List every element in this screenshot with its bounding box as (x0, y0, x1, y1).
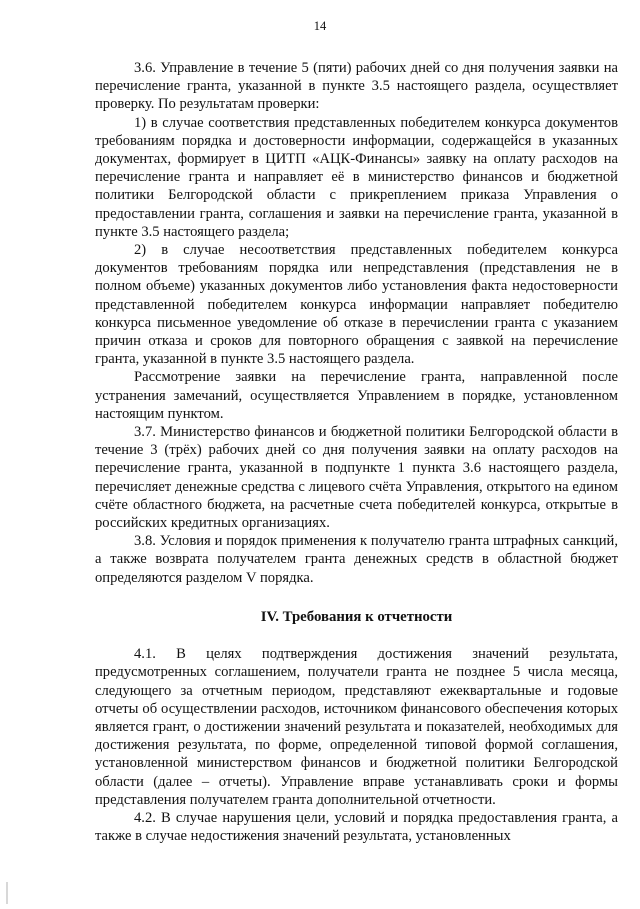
paragraph-3-8: 3.8. Условия и порядок применения к получателю гранта штрафных санкций, а также возврата получателем гранта денежных средств в областной бюджет определяются разделом V порядка. (95, 533, 618, 586)
section-heading: IV. Требования к отчетности (260, 608, 453, 625)
paragraph-4-1: 4.1. В целях подтверждения достижения значений результата, предусмотренных соглашением, получатели гранта не позднее 5 числа месяца, следующего за отчетным периодом, представляют ежеквартальные и годовые отчеты об осуществлении расходов, источником финансового обеспечения которых является грант, о достижении значений результата и показателей, необходимых для достижения результата, по форме, определенной типовой формой соглашения, установленной министерством финансов и бюджетной политики Белгородской области (далее – отчеты). Управление вправе устанавливать сроки и формы представления получателем гранта дополнительной отчетности. (95, 646, 618, 808)
paragraph-resubmission: Рассмотрение заявки на перечисление гранта, направленной после устранения замечаний, осуществляется Управлением в порядке, установленном настоящим пунктом. (95, 369, 618, 422)
paragraph-3-7: 3.7. Министерство финансов и бюджетной политики Белгородской области в течение 3 (трёх) рабочих дней со дня получения заявки на оплату расходов на перечисление гранта, указанной в подпункте 1 пункта 3.6 настоящего раздела, перечисляет денежные средства с лицевого счёта Управления, открытого на едином счёте областного бюджета, на расчетные счета победителей конкурса, открытые в российских кредитных организациях. (95, 424, 618, 532)
paragraph-3-6-item-1: 1) в случае соответствия представленных победителем конкурса документов требованиям порядка и достоверности информации, содержащейся в указанных документах, формирует в ЦИТП «АЦК-Финансы» заявку на оплату расходов на перечисление гранта и направляет её в министерство финансов и бюджетной политики Белгородской области с прикреплением приказа Управления о предоставлении гранта, соглашения и заявки на перечисление гранта, указанной в пункте 3.5 настоящего раздела; (95, 114, 618, 240)
paragraph-4-2: 4.2. В случае нарушения цели, условий и порядка предоставления гранта, а также в случае недостижения значений результата, установленных (95, 809, 618, 845)
document-body (95, 59, 618, 845)
paragraph-3-6: 3.6. Управление в течение 5 (пяти) рабочих дней со дня получения заявки на перечисление гранта, указанной в пункте 3.5 настоящего раздела, осуществляет проверку. По результатам проверки: (95, 60, 618, 113)
scan-edge-mark (6, 882, 8, 904)
page-number: 14 (313, 19, 327, 33)
paragraph-3-6-item-2: 2) в случае несоответствия представленных победителем конкурса документов требованиям порядка или непредставления (представления не в полном объеме) указанных документов либо установления факта недостоверности представленной победителем конкурса информации направляет победителю конкурса письменное уведомление об отказе в перечислении гранта с указанием причин отказа и сроков для повторного обращения с заявкой на перечисление гранта, указанной в пункте 3.5 настоящего раздела. (95, 242, 618, 368)
